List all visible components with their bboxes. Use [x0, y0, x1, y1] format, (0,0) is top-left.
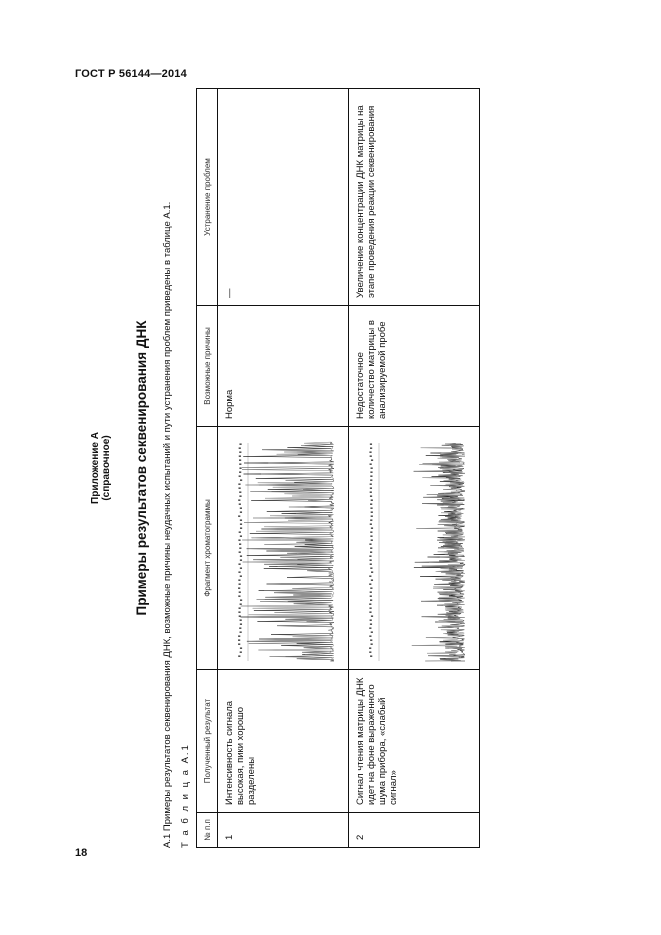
intro-paragraph: А.1 Примеры результатов секвенирования ДНК, возможные причины неудачных испытаний и пути устранения проблем приведены в таблице А.1.	[162, 201, 173, 848]
row-cause: Норма	[218, 306, 349, 427]
table-header-row	[197, 89, 218, 848]
row-num: 1	[218, 813, 349, 848]
col-header-fix: Устранение проблем	[197, 89, 218, 306]
table-row	[349, 89, 480, 848]
row-fix: —	[218, 89, 349, 306]
table-row	[218, 89, 349, 848]
row-fix: Увеличение концентрации ДНК матрицы на этапе проведения реакции секвенирования	[349, 89, 480, 306]
page-number: 18	[75, 847, 88, 859]
col-header-chromatogram: Фрагмент хроматограммы	[197, 427, 218, 670]
chromatogram-cell	[349, 427, 480, 670]
col-header-num: № п.п	[197, 813, 218, 848]
col-header-causes: Возможные причины	[197, 306, 218, 427]
row-result: Сигнал чтения матрицы ДНК идет на фоне выраженного шума прибора, «слабый сигнал»	[349, 670, 480, 813]
row-result: Интенсивность сигнала высокая, пики хорошо разделены	[218, 670, 349, 813]
appendix-type: (справочное)	[101, 435, 112, 501]
table-label: Т а б л и ц а А.1	[180, 743, 191, 848]
document-header: ГОСТ Р 56144—2014	[75, 68, 187, 80]
chromatogram-image-good	[226, 439, 341, 665]
rotated-page-content	[50, 88, 490, 848]
col-header-result: Полученный результат	[197, 670, 218, 813]
chromatogram-image-noisy	[357, 439, 472, 665]
section-heading: Примеры результатов секвенирования ДНК	[134, 320, 149, 616]
results-table	[196, 88, 480, 848]
row-cause: Недостаточное количество матрицы в анализируемой пробе	[349, 306, 480, 427]
appendix-title: Приложение А	[90, 432, 101, 504]
row-num: 2	[349, 813, 480, 848]
chromatogram-cell	[218, 427, 349, 670]
